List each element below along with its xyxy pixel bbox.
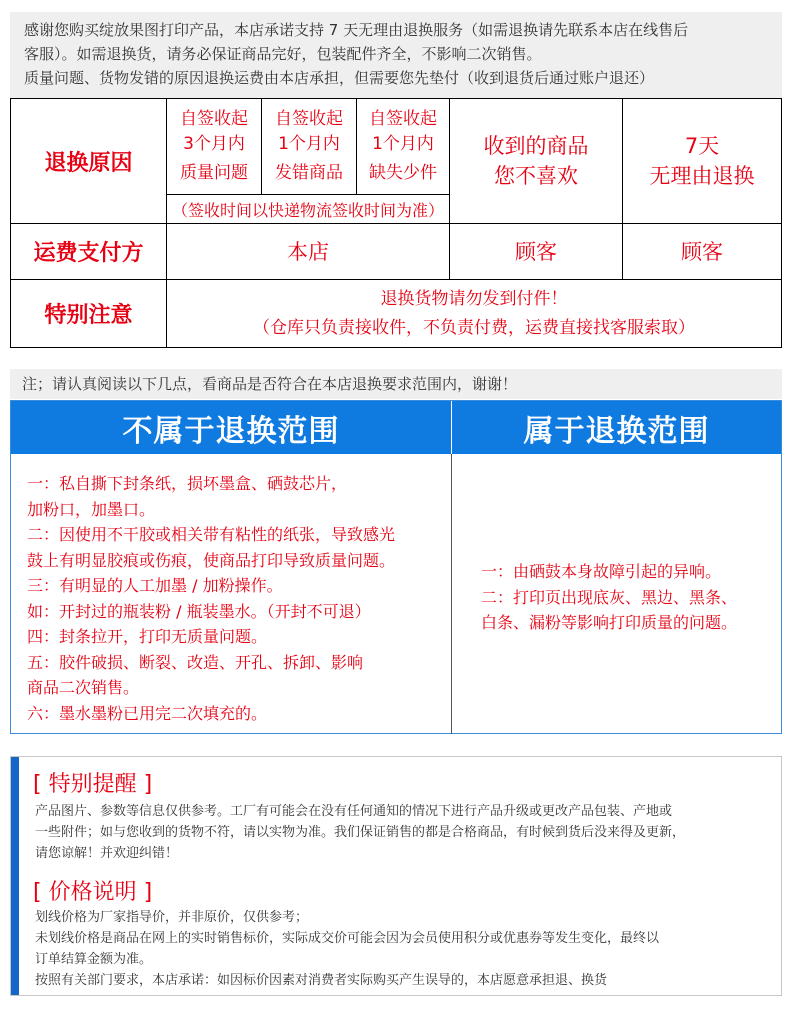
accent-bar — [11, 757, 19, 995]
price-line: 订单结算金额为准。 — [35, 952, 153, 967]
list-item: 一：由硒鼓本身故障引起的异响。 — [481, 562, 722, 581]
intro-line: 感谢您购买绽放果图打印产品，本店承诺支持 7 天无理由退换服务（如需退换请先联系本店在线售后 — [24, 21, 689, 39]
in-scope-list — [481, 559, 771, 636]
list-item: 一：私自撕下封条纸，损坏墨盒、硒鼓芯片， — [27, 474, 348, 493]
price-line: 划线价格为厂家指导价，并非原价，仅供参考； — [35, 910, 309, 925]
reason-line: 无理由退换 — [649, 164, 755, 188]
reason-dislike — [450, 99, 622, 223]
reason-line: 1个月内 — [372, 134, 434, 154]
list-item: 商品二次销售。 — [27, 678, 140, 697]
list-item: 二：因使用不干胶或相关带有粘性的纸张，导致感光 — [27, 525, 396, 544]
list-item: 加粉口，加墨口。 — [27, 499, 156, 519]
not-in-scope-title: 不属于退换范围 — [11, 401, 451, 454]
price-line: 按照有关部门要求，本店承诺：如因标价因素对消费者实际购买产生误导的，本店愿意承担退、换货 — [35, 973, 608, 988]
reason-missing-parts — [357, 99, 449, 194]
not-in-scope-list — [27, 471, 447, 726]
reason-line: 自签收起 — [180, 109, 248, 129]
freight-header: 运费支付方 — [33, 241, 144, 266]
reason-line: 自签收起 — [275, 109, 343, 129]
special-reminder-text — [35, 801, 775, 864]
reason-seven-day — [623, 99, 781, 223]
reason-line: 1个月内 — [278, 134, 340, 154]
in-scope-title: 属于退换范围 — [452, 401, 781, 454]
list-item: 如：开封过的瓶装粉 / 瓶装墨水。（开封不可退） — [27, 601, 371, 621]
reason-line: 3个月内 — [183, 134, 245, 154]
reason-line: 质量问题 — [180, 163, 248, 183]
return-policy-table — [10, 98, 782, 348]
reminder-line: 一些附件；如与您收到的货物不符，请以实物为准。我们保证销售的都是合格商品，有时候到货后没来得及更新， — [35, 825, 686, 840]
price-text — [35, 907, 775, 991]
intro-line: 客服）。如需退换货，请务必保证商品完好，包装配件齐全，不影响二次销售。 — [24, 45, 542, 63]
intro-panel — [10, 12, 782, 98]
special-line: （仓库只负责接收件，不负责付费，运费直接找客服索取） — [253, 317, 695, 338]
reason-quality — [167, 99, 261, 194]
reason-line: 自签收起 — [369, 109, 437, 129]
scope-divider — [451, 454, 452, 734]
price-title: [ 价格说明 ] — [33, 880, 153, 905]
special-line: 退换货物请勿发到付件！ — [380, 288, 568, 309]
reason-line: 7天 — [684, 134, 720, 158]
special-note — [167, 280, 781, 347]
reason-line: 缺失少件 — [369, 163, 437, 183]
notice-bar: 注；请认真阅读以下几点，看商品是否符合在本店退换要求范围内，谢谢！ — [10, 369, 782, 399]
reminder-line: 请您谅解！并欢迎纠错！ — [35, 846, 179, 861]
reason-line: 您不喜欢 — [494, 164, 578, 188]
special-header: 特别注意 — [44, 303, 133, 328]
reason-line: 收到的商品 — [483, 134, 589, 158]
list-item: 鼓上有明显胶痕或伤痕，使商品打印导致质量问题。 — [27, 550, 396, 570]
list-item: 六：墨水墨粉已用完二次填充的。 — [27, 703, 268, 723]
freight-store: 本店 — [287, 239, 329, 264]
sign-time-note: （签收时间以快递物流签收时间为准） — [171, 200, 444, 220]
freight-customer: 顾客 — [515, 239, 557, 264]
list-item: 四：封条拉开，打印无质量问题。 — [27, 627, 268, 646]
freight-customer: 顾客 — [681, 239, 723, 264]
list-item: 二：打印页出现底灰、黑边、黑条、 — [481, 587, 738, 607]
reason-header: 退换原因 — [44, 150, 133, 176]
reason-wrong-item — [262, 99, 356, 194]
list-item: 白条、漏粉等影响打印质量的问题。 — [481, 613, 738, 632]
special-reminder-title: [ 特别提醒 ] — [33, 772, 153, 797]
reason-line: 发错商品 — [275, 163, 343, 183]
intro-line: 质量问题、货物发错的原因退换运费由本店承担，但需要您先垫付（收到退货后通过账户退还） — [24, 69, 655, 87]
return-scope-section — [10, 400, 782, 734]
reminder-box — [10, 756, 782, 996]
reminder-line: 产品图片、参数等信息仅供参考。工厂有可能会在没有任何通知的情况下进行产品升级或更改产品包装、产地或 — [35, 804, 673, 819]
list-item: 三：有明显的人工加墨 / 加粉操作。 — [27, 576, 283, 595]
list-item: 五：胶件破损、断裂、改造、开孔、拆卸、影响 — [27, 652, 364, 672]
price-line: 未划线价格是商品在网上的实时销售标价，实际成交价可能会因为会员使用积分或优惠券等发生变化，最终以 — [35, 931, 660, 946]
